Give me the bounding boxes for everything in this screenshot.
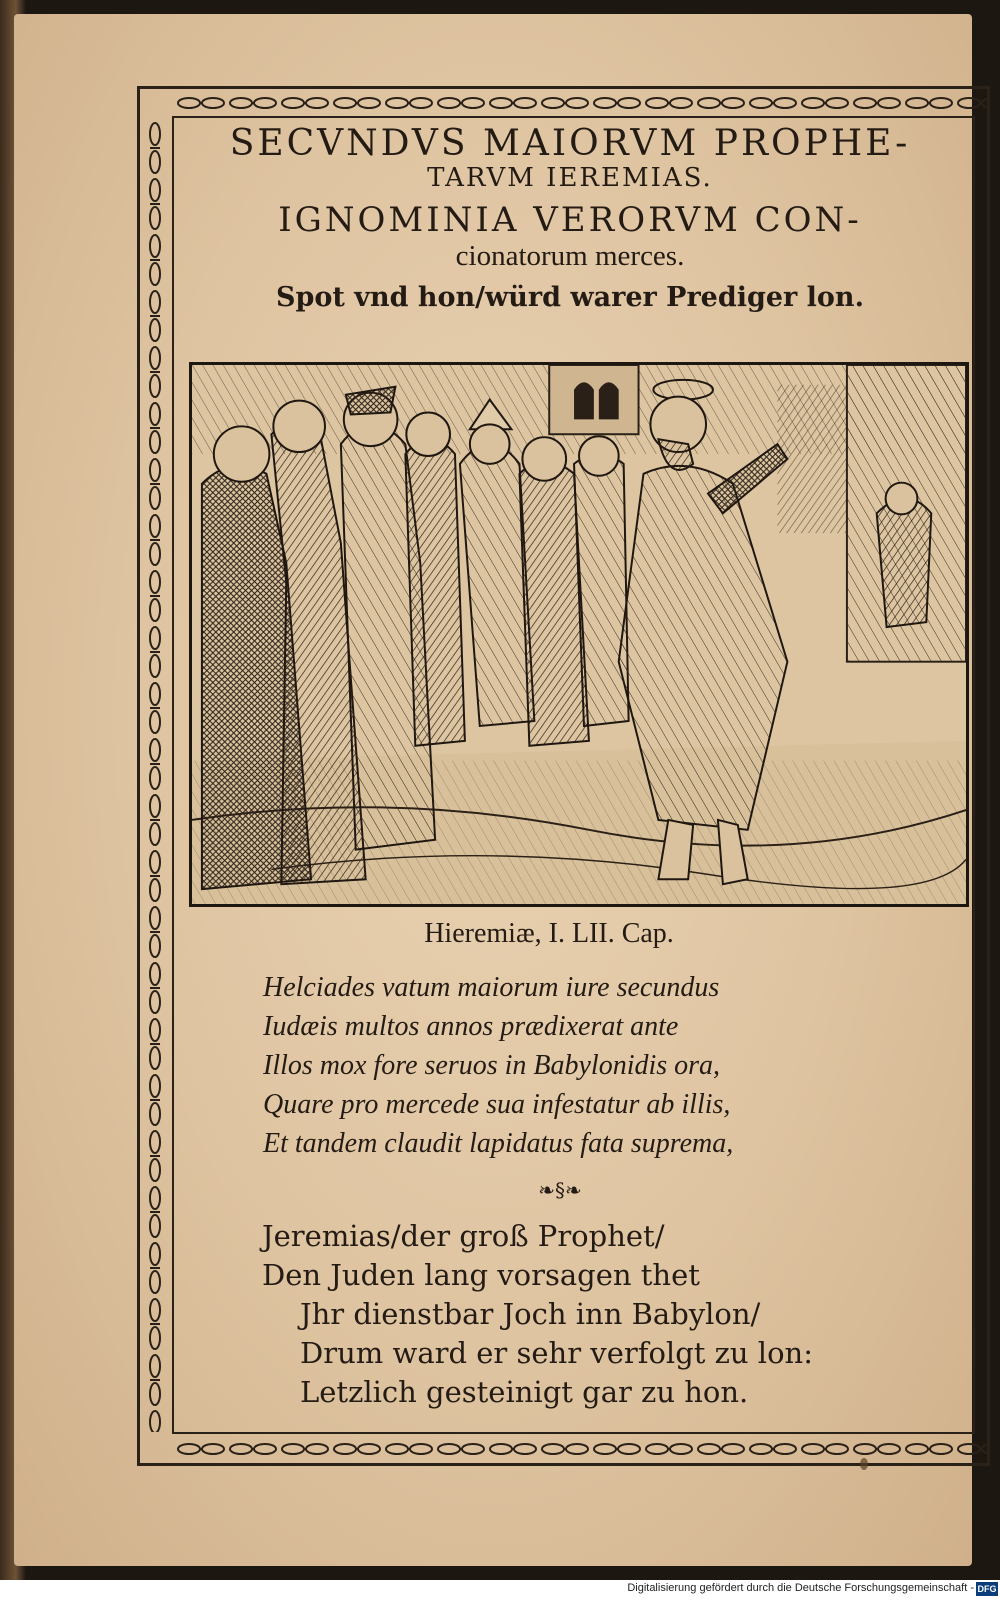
border-chain-bottom <box>175 1438 987 1460</box>
german-verse-line: Letzlich gesteinigt gar zu hon. <box>300 1375 749 1409</box>
footer-bar <box>0 1580 1000 1600</box>
german-verse-line: Den Juden lang vorsagen thet <box>262 1258 700 1292</box>
woodcut-illustration-icon <box>192 365 966 904</box>
latin-verse-line: Iudæis multos annos prædixerat ante <box>263 1011 679 1042</box>
motto-line-2: cionatorum merces. <box>455 239 685 272</box>
title-block <box>180 124 960 313</box>
chapter-reference: Hieremiæ, I. LII. Cap. <box>424 918 674 949</box>
german-verse-line: Jeremias/der groß Prophet/ <box>262 1219 665 1253</box>
latin-verse-line: Illos mox fore seruos in Babylonidis ora, <box>263 1050 721 1081</box>
german-verse-line: Drum ward er sehr verfolgt zu lon: <box>300 1336 813 1370</box>
german-verse-line: Jhr dienstbar Joch inn Babylon/ <box>300 1297 761 1331</box>
page-title-line-2: TARVM IEREMIAS. <box>427 163 713 194</box>
page-title-line-1: SECVNDVS MAIORVM PROPHE- <box>229 123 911 164</box>
latin-verse-line: Quare pro mercede sua infestatur ab illis, <box>263 1089 731 1120</box>
latin-verse <box>263 968 823 1163</box>
fleuron-ornament: ❧§❧ <box>538 1178 582 1202</box>
latin-verse-line: Et tandem claudit lapidatus fata suprema, <box>263 1128 734 1159</box>
latin-verse-line: Helciades vatum maiorum iure secundus <box>263 972 720 1003</box>
border-chain-left <box>142 120 168 1432</box>
border-chain-top <box>175 92 987 114</box>
ink-stain <box>860 1458 868 1470</box>
motto-german: Spot vnd hon/würd warer Prediger lon. <box>276 281 864 313</box>
woodcut-illustration <box>189 362 969 907</box>
german-verse <box>262 1217 822 1412</box>
motto-line-1: IGNOMINIA VERORVM CON- <box>278 200 862 241</box>
funding-credit: Digitalisierung gefördert durch die Deutsche Forschungsgemeinschaft - <box>627 1582 974 1594</box>
dfg-logo-icon: DFG <box>977 1584 997 1594</box>
